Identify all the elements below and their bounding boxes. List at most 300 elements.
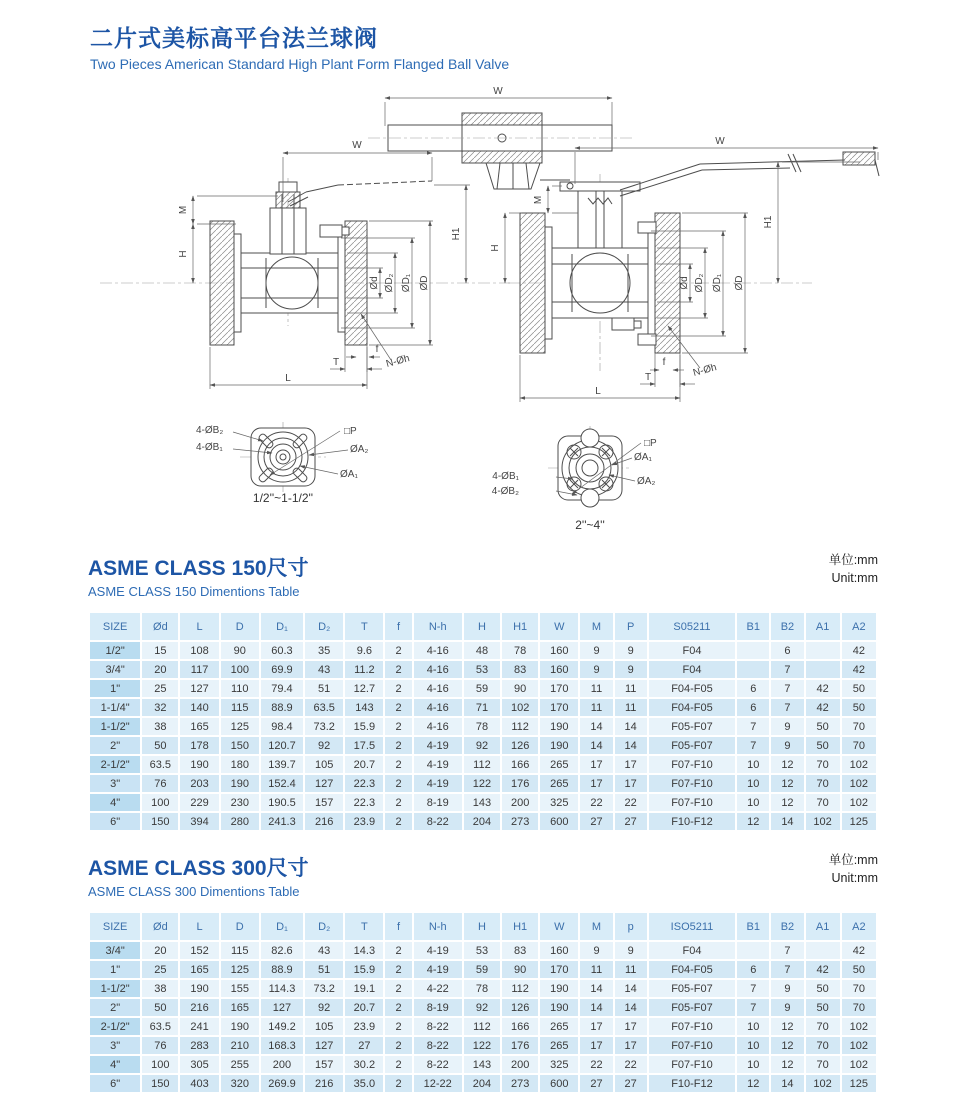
column-header: T (345, 913, 383, 940)
value-cell: 100 (142, 794, 178, 811)
technical-drawings (0, 86, 960, 538)
value-cell: 102 (842, 794, 876, 811)
size-cell: 2" (90, 737, 140, 754)
value-cell: 78 (502, 642, 538, 659)
value-cell: 4-22 (414, 980, 462, 997)
value-cell: 27 (615, 813, 647, 830)
value-cell: 7 (737, 999, 769, 1016)
dim-label-t: T (332, 357, 340, 368)
value-cell: 170 (540, 961, 578, 978)
value-cell: 25 (142, 961, 178, 978)
value-cell: 2 (385, 980, 411, 997)
asme-300-dimensions-table (88, 911, 878, 1094)
value-cell: 53 (464, 942, 500, 959)
section-title-150: ASME CLASS 150尺寸 (88, 557, 309, 580)
column-header: B2 (771, 913, 803, 940)
size-cell: 1-1/2" (90, 718, 140, 735)
value-cell: 9 (771, 737, 803, 754)
value-cell: 190 (221, 775, 259, 792)
dim-label-od1: ØD₁ (401, 273, 412, 293)
value-cell: 70 (806, 1018, 840, 1035)
value-cell: 38 (142, 980, 178, 997)
value-cell: 241 (180, 1018, 218, 1035)
value-cell: 9 (771, 980, 803, 997)
page-subtitle: Two Pieces American Standard High Plant Form Flanged Ball Valve (90, 56, 510, 72)
size-cell: 4" (90, 1056, 140, 1073)
value-cell: 265 (540, 1037, 578, 1054)
flange-view-large (492, 426, 657, 532)
value-cell: 265 (540, 1018, 578, 1035)
value-cell: 125 (842, 1075, 876, 1092)
dim-label-nh: N-Øh (691, 362, 718, 379)
value-cell: 76 (142, 775, 178, 792)
value-cell: 19.1 (345, 980, 383, 997)
value-cell: 2 (385, 1018, 411, 1035)
column-header: ISO5211 (649, 913, 735, 940)
value-cell: 143 (464, 1056, 500, 1073)
value-cell: 2 (385, 942, 411, 959)
value-cell: 15.9 (345, 961, 383, 978)
value-cell (806, 642, 840, 659)
value-cell: 50 (842, 680, 876, 697)
value-cell: 190 (540, 999, 578, 1016)
value-cell: 92 (305, 737, 343, 754)
dim-label-w: W (493, 86, 503, 97)
value-cell: 22 (580, 1056, 612, 1073)
flange-label-b1: 4-ØB₁ (196, 442, 223, 453)
value-cell: 90 (502, 961, 538, 978)
value-cell: 216 (305, 1075, 343, 1092)
size-cell: 1" (90, 680, 140, 697)
value-cell: 12 (737, 813, 769, 830)
value-cell: 9 (615, 661, 647, 678)
value-cell: 126 (502, 999, 538, 1016)
value-cell: 14 (580, 737, 612, 754)
size-cell: 3" (90, 1037, 140, 1054)
value-cell: 50 (806, 718, 840, 735)
value-cell: 600 (540, 1075, 578, 1092)
table-row (90, 737, 876, 754)
value-cell: F07-F10 (649, 775, 735, 792)
value-cell: 22 (615, 794, 647, 811)
value-cell: 4-16 (414, 661, 462, 678)
value-cell: 160 (540, 642, 578, 659)
value-cell: 2 (385, 718, 411, 735)
value-cell: 190 (180, 756, 218, 773)
value-cell: 2 (385, 642, 411, 659)
value-cell: 70 (842, 718, 876, 735)
value-cell: 125 (842, 813, 876, 830)
value-cell: 204 (464, 1075, 500, 1092)
value-cell: 150 (142, 1075, 178, 1092)
value-cell: 20 (142, 942, 178, 959)
value-cell: F07-F10 (649, 1056, 735, 1073)
dim-label-od: Ød (369, 276, 380, 290)
value-cell: 166 (502, 756, 538, 773)
value-cell: 27 (580, 813, 612, 830)
value-cell: 157 (305, 794, 343, 811)
value-cell: 4-16 (414, 718, 462, 735)
value-cell: 88.9 (261, 961, 303, 978)
dim-label-od2: ØD₂ (384, 273, 395, 293)
value-cell: 83 (502, 942, 538, 959)
value-cell: 6 (737, 680, 769, 697)
value-cell: 22 (580, 794, 612, 811)
value-cell: 83 (502, 661, 538, 678)
dim-label-h: H (178, 250, 189, 258)
value-cell: 10 (737, 1056, 769, 1073)
value-cell: 4-16 (414, 642, 462, 659)
value-cell: 102 (842, 756, 876, 773)
value-cell: 178 (180, 737, 218, 754)
dim-label-h: H (490, 244, 501, 252)
dim-label-f: f (375, 344, 379, 355)
value-cell (806, 942, 840, 959)
column-header: N-h (414, 613, 462, 640)
value-cell: 70 (806, 1056, 840, 1073)
column-header: A1 (806, 613, 840, 640)
value-cell: 22.3 (345, 794, 383, 811)
value-cell: 2 (385, 680, 411, 697)
value-cell: 2 (385, 756, 411, 773)
value-cell: 127 (305, 1037, 343, 1054)
value-cell: 203 (180, 775, 218, 792)
value-cell: 176 (502, 775, 538, 792)
value-cell: 20.7 (345, 999, 383, 1016)
value-cell: 50 (806, 737, 840, 754)
column-header: B1 (737, 913, 769, 940)
value-cell: 200 (502, 794, 538, 811)
value-cell: 149.2 (261, 1018, 303, 1035)
value-cell: 280 (221, 813, 259, 830)
value-cell: 2 (385, 1037, 411, 1054)
flange-label-p: □P (644, 438, 657, 449)
value-cell: 216 (305, 813, 343, 830)
value-cell: 160 (540, 942, 578, 959)
value-cell: 43 (305, 661, 343, 678)
value-cell: 60.3 (261, 642, 303, 659)
flange-label-b2: 4-ØB₂ (491, 486, 519, 497)
value-cell: 8-19 (414, 794, 462, 811)
value-cell: 73.2 (305, 980, 343, 997)
value-cell: F05-F07 (649, 737, 735, 754)
column-header: L (180, 613, 218, 640)
table-row (90, 775, 876, 792)
value-cell: 7 (771, 680, 803, 697)
value-cell: 273 (502, 813, 538, 830)
value-cell: 6 (737, 699, 769, 716)
value-cell: F04 (649, 661, 735, 678)
value-cell: 190 (540, 718, 578, 735)
value-cell: 102 (806, 1075, 840, 1092)
value-cell: 63.5 (142, 756, 178, 773)
section-asme-300 (88, 852, 878, 1094)
column-header: D₂ (305, 613, 343, 640)
column-header: B2 (771, 613, 803, 640)
value-cell: 71 (464, 699, 500, 716)
size-cell: 2-1/2" (90, 1018, 140, 1035)
unit-en: Unit:mm (831, 570, 878, 585)
value-cell: 42 (806, 680, 840, 697)
page-title: 二片式美标高平台法兰球阀 (90, 25, 378, 51)
value-cell: F07-F10 (649, 756, 735, 773)
value-cell: 9 (771, 999, 803, 1016)
value-cell: 42 (806, 961, 840, 978)
value-cell: 176 (502, 1037, 538, 1054)
section-subtitle-300: ASME CLASS 300 Dimentions Table (88, 884, 300, 899)
value-cell: 14 (580, 980, 612, 997)
value-cell: F04-F05 (649, 961, 735, 978)
column-header: N-h (414, 913, 462, 940)
value-cell: 125 (221, 718, 259, 735)
value-cell: 11 (615, 699, 647, 716)
column-header: H1 (502, 613, 538, 640)
value-cell: 115 (221, 699, 259, 716)
column-header: Ød (142, 613, 178, 640)
value-cell: 112 (464, 756, 500, 773)
value-cell: 20 (142, 661, 178, 678)
value-cell: 14 (771, 1075, 803, 1092)
value-cell: 17 (615, 1018, 647, 1035)
unit-zh: 单位:mm (828, 553, 878, 567)
value-cell: 43 (305, 942, 343, 959)
value-cell: 92 (464, 999, 500, 1016)
flange-view-small (196, 422, 368, 505)
value-cell: 190 (221, 1018, 259, 1035)
value-cell: F04 (649, 942, 735, 959)
value-cell: 7 (771, 699, 803, 716)
value-cell: 30.2 (345, 1056, 383, 1073)
value-cell: F05-F07 (649, 999, 735, 1016)
value-cell: 14 (580, 999, 612, 1016)
value-cell: 7 (771, 942, 803, 959)
column-header: SIZE (90, 913, 140, 940)
column-header: L (180, 913, 218, 940)
value-cell: 190 (540, 737, 578, 754)
value-cell: 112 (502, 718, 538, 735)
value-cell: 102 (806, 813, 840, 830)
value-cell: 2 (385, 813, 411, 830)
column-header: M (580, 913, 612, 940)
value-cell: 170 (540, 680, 578, 697)
value-cell: F07-F10 (649, 1018, 735, 1035)
value-cell: 394 (180, 813, 218, 830)
value-cell: F07-F10 (649, 794, 735, 811)
value-cell: 12.7 (345, 680, 383, 697)
value-cell: 125 (221, 961, 259, 978)
value-cell: 50 (142, 999, 178, 1016)
value-cell: 78 (464, 718, 500, 735)
value-cell: 42 (842, 642, 876, 659)
value-cell: 70 (842, 980, 876, 997)
column-header: D₁ (261, 613, 303, 640)
value-cell: 6 (737, 961, 769, 978)
value-cell: 200 (261, 1056, 303, 1073)
column-header: D (221, 613, 259, 640)
value-cell: 126 (502, 737, 538, 754)
dim-label-oD: ØD (419, 275, 430, 291)
table-row (90, 1056, 876, 1073)
dim-label-m: M (178, 205, 189, 215)
section-title-300: ASME CLASS 300尺寸 (88, 857, 309, 880)
value-cell: 90 (221, 642, 259, 659)
table-row (90, 1037, 876, 1054)
table-row (90, 942, 876, 959)
value-cell: 69.9 (261, 661, 303, 678)
value-cell: 88.9 (261, 699, 303, 716)
value-cell: 12 (771, 794, 803, 811)
value-cell: 25 (142, 680, 178, 697)
section-asme-150 (88, 552, 878, 832)
value-cell: 70 (806, 794, 840, 811)
value-cell: 15 (142, 642, 178, 659)
value-cell: 70 (842, 999, 876, 1016)
dim-label-t: T (644, 372, 652, 383)
value-cell: 152 (180, 942, 218, 959)
value-cell: 4-16 (414, 680, 462, 697)
value-cell: F07-F10 (649, 1037, 735, 1054)
value-cell: 9 (580, 942, 612, 959)
column-header: W (540, 913, 578, 940)
value-cell: 190.5 (261, 794, 303, 811)
value-cell: 7 (737, 980, 769, 997)
table-row (90, 680, 876, 697)
value-cell: 53 (464, 661, 500, 678)
value-cell: 14 (615, 737, 647, 754)
value-cell: 14 (771, 813, 803, 830)
value-cell: 14 (615, 980, 647, 997)
table-row (90, 961, 876, 978)
value-cell: 4-19 (414, 737, 462, 754)
size-cell: 3" (90, 775, 140, 792)
flange-label-b1: 4-ØB₁ (492, 471, 519, 482)
value-cell: 12 (771, 1056, 803, 1073)
value-cell: 2 (385, 737, 411, 754)
value-cell: 11 (580, 680, 612, 697)
value-cell: 230 (221, 794, 259, 811)
value-cell: 14 (615, 718, 647, 735)
value-cell: 2 (385, 699, 411, 716)
value-cell: 14.3 (345, 942, 383, 959)
value-cell: 23.9 (345, 1018, 383, 1035)
value-cell: 50 (842, 699, 876, 716)
column-header: f (385, 913, 411, 940)
column-header: SIZE (90, 613, 140, 640)
value-cell: 265 (540, 756, 578, 773)
value-cell: 102 (502, 699, 538, 716)
value-cell: 17 (580, 775, 612, 792)
size-cell: 2" (90, 999, 140, 1016)
value-cell: 2 (385, 1056, 411, 1073)
value-cell: 403 (180, 1075, 218, 1092)
column-header: D₁ (261, 913, 303, 940)
dim-label-od2: ØD₂ (694, 273, 705, 293)
value-cell: 17 (615, 756, 647, 773)
value-cell: 265 (540, 775, 578, 792)
value-cell: 63.5 (142, 1018, 178, 1035)
value-cell: 7 (737, 718, 769, 735)
value-cell: 9 (771, 718, 803, 735)
value-cell: 11 (615, 961, 647, 978)
value-cell: 42 (842, 942, 876, 959)
page-header (90, 20, 509, 72)
unit-note-300 (829, 852, 878, 887)
table-row (90, 999, 876, 1016)
value-cell: 9.6 (345, 642, 383, 659)
value-cell: 70 (842, 737, 876, 754)
value-cell: 8-19 (414, 999, 462, 1016)
value-cell: 10 (737, 1037, 769, 1054)
column-header: H1 (502, 913, 538, 940)
value-cell: 4-19 (414, 775, 462, 792)
top-view-drawing (368, 86, 632, 189)
value-cell: 112 (502, 980, 538, 997)
value-cell: 12 (771, 756, 803, 773)
value-cell (806, 661, 840, 678)
column-header: P (615, 613, 647, 640)
value-cell: 160 (540, 661, 578, 678)
value-cell: 10 (737, 775, 769, 792)
value-cell: 11 (580, 699, 612, 716)
column-header: B1 (737, 613, 769, 640)
value-cell: 325 (540, 1056, 578, 1073)
value-cell: 170 (540, 699, 578, 716)
value-cell: 9 (615, 642, 647, 659)
value-cell: 32 (142, 699, 178, 716)
value-cell: 27 (615, 1075, 647, 1092)
value-cell: 102 (842, 1037, 876, 1054)
size-cell: 1" (90, 961, 140, 978)
value-cell: 17.5 (345, 737, 383, 754)
flange-label-b2: 4-ØB₂ (196, 425, 224, 436)
value-cell: 59 (464, 680, 500, 697)
value-cell: 100 (142, 1056, 178, 1073)
value-cell: 8-22 (414, 1018, 462, 1035)
value-cell: 92 (305, 999, 343, 1016)
value-cell: 108 (180, 642, 218, 659)
value-cell: 216 (180, 999, 218, 1016)
value-cell: 22 (615, 1056, 647, 1073)
value-cell: 12 (771, 1018, 803, 1035)
unit-note-150 (829, 552, 878, 587)
value-cell: 157 (305, 1056, 343, 1073)
size-cell: 6" (90, 1075, 140, 1092)
value-cell: 166 (502, 1018, 538, 1035)
value-cell: 76 (142, 1037, 178, 1054)
value-cell: 122 (464, 1037, 500, 1054)
value-cell: 210 (221, 1037, 259, 1054)
value-cell: 122 (464, 775, 500, 792)
dim-label-w: W (352, 140, 362, 151)
side-view-small (100, 140, 510, 389)
value-cell: 269.9 (261, 1075, 303, 1092)
flange-label-a2: ØA₂ (637, 476, 656, 487)
value-cell: 7 (771, 961, 803, 978)
value-cell: 127 (305, 775, 343, 792)
value-cell: 11 (615, 680, 647, 697)
value-cell: 10 (737, 756, 769, 773)
value-cell: 105 (305, 1018, 343, 1035)
value-cell: 9 (580, 661, 612, 678)
value-cell: 8-22 (414, 1056, 462, 1073)
value-cell: 168.3 (261, 1037, 303, 1054)
size-cell: 1/2" (90, 642, 140, 659)
value-cell: 140 (180, 699, 218, 716)
column-header: f (385, 613, 411, 640)
value-cell: 2 (385, 794, 411, 811)
value-cell: 127 (180, 680, 218, 697)
size-cell: 1-1/2" (90, 980, 140, 997)
